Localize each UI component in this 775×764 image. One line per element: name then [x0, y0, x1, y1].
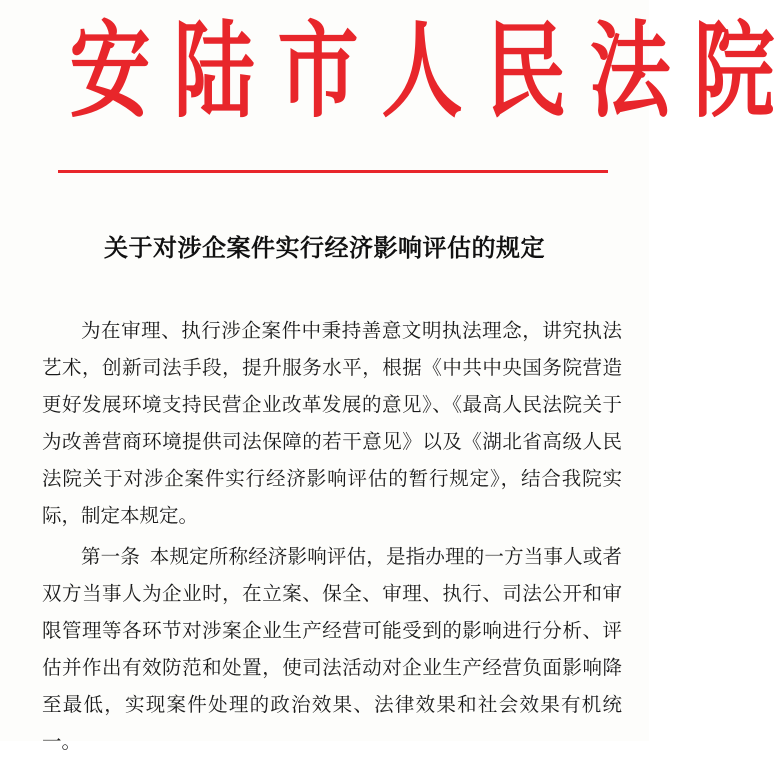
masthead-char: 法 — [589, 10, 671, 132]
document-body — [42, 312, 622, 764]
document-title: 关于对涉企案件实行经济影响评估的规定 — [104, 234, 545, 262]
preamble-paragraph: 为在审理、执行涉企案件中秉持善意文明执法理念，讲究执法艺术，创新司法手段，提升服务水平，根据《中共中央国务院营造更好发展环境支持民营企业改革发展的意见》、《最高人民法院关于为改善营商环境提供司法保障的若干意见》以及《湖北省高级人民法院关于对涉企案件实行经济影响评估的暂行规定》，结合我院实际，制定本规定。 — [42, 319, 622, 527]
masthead-char: 人 — [381, 10, 463, 132]
masthead-char: 安 — [69, 10, 151, 132]
article-1-label: 第一条 — [81, 545, 141, 568]
masthead-char: 民 — [485, 10, 567, 132]
masthead-char: 院 — [693, 10, 775, 132]
article-1-text: 本规定所称经济影响评估，是指办理的一方当事人或者双方当事人为企业时，在立案、保全、审理、执行、司法公开和审限管理等各环节对涉案企业生产经营可能受到的影响进行分析、评估并作出有效防范和处置，使司法活动对企业生产经营负面影响降至最低，实现案件处理的政治效果、法律效果和社会效果有机统一。 — [42, 545, 622, 753]
masthead-char: 市 — [277, 10, 359, 132]
article-1-paragraph — [42, 538, 622, 760]
masthead-char: 陆 — [173, 10, 255, 132]
court-masthead — [58, 6, 775, 136]
red-header-rule — [58, 170, 608, 173]
